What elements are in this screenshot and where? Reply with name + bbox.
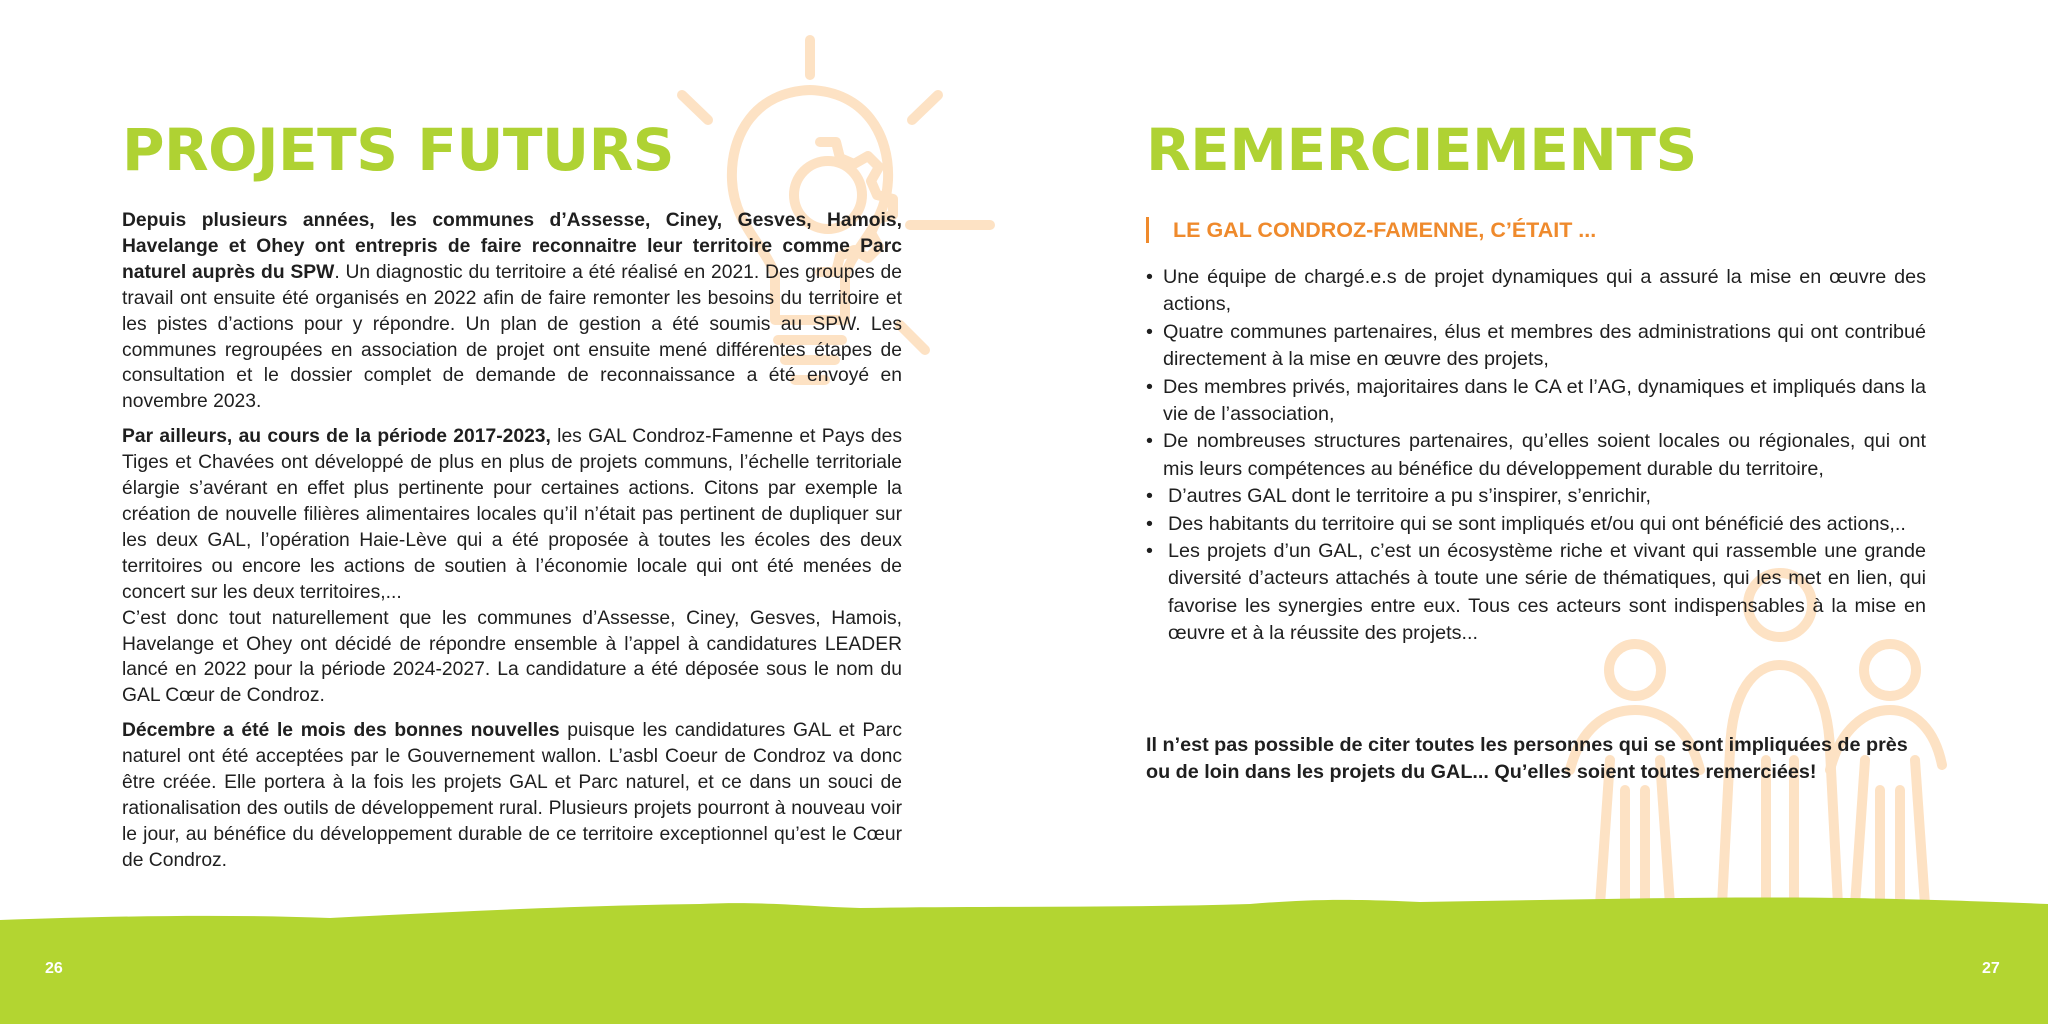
paragraph-2-lead: Par ailleurs, au cours de la période 2017-2023,: [122, 426, 551, 448]
paragraph-3: [122, 606, 902, 710]
remerciements-title: REMERCIEMENTS: [1146, 116, 1697, 184]
paragraph-1-lead: Depuis plusieurs années, les communes d’Assesse, Ciney, Gesves, Hamois, Havelange et Ohey ont entrepris de faire reconnaitre leur territoire comme Parc naturel auprès du SPW: [122, 210, 902, 283]
paragraph-4: [122, 718, 902, 873]
bullet-icon: •: [1146, 430, 1153, 453]
page-number-left: 26: [45, 960, 63, 977]
paragraph-1: [122, 208, 902, 415]
paragraph-4-text: puisque les candidatures GAL et Parc naturel ont été acceptées par le Gouvernement wallon. L’asbl Coeur de Condroz va donc être créée. Elle portera à la fois les projets GAL et Parc naturel, et ce dans un souci de rationalisation des outils de développement rural. Plusieurs projets pourront à nouveau voir le jour, au bénéfice du développement durable de ce territoire exceptionnel qu’est le Cœur de Condroz.: [122, 720, 902, 871]
bullet-icon: •: [1146, 485, 1153, 508]
list-item: • Des habitants du territoire qui se sont impliqués et/ou qui ont bénéficié des actions,..: [1146, 511, 1926, 538]
list-item: • Les projets d’un GAL, c’est un écosystème riche et vivant qui rassemble une grande diversité d’acteurs attachés à toute une série de thématiques, qui les met en lien, qui favorise les synergies entre eux. Tous ces acteurs sont indispensables à la mise en œuvre et à la réussite des projets...: [1146, 540, 1926, 645]
list-item: • De nombreuses structures partenaires, qu’elles soient locales ou régionales, qui ont mis leurs compétences au bénéfice du développement durable du territoire,: [1146, 430, 1926, 480]
page-number-right: 27: [1982, 960, 2000, 977]
paragraph-2: [122, 424, 902, 605]
bullet-icon: •: [1146, 540, 1153, 563]
thanks-list: [1146, 264, 1926, 648]
list-item: • Quatre communes partenaires, élus et membres des administrations qui ont contribué directement à la mise en œuvre des projets,: [1146, 320, 1926, 371]
bullet-icon: •: [1146, 320, 1153, 343]
footer-band: [0, 896, 2048, 1024]
list-item: • Des membres privés, majoritaires dans le CA et l’AG, dynamiques et impliqués dans la vie de l’association,: [1146, 375, 1926, 426]
closing-statement: Il n’est pas possible de citer toutes les personnes qui se sont impliquées de près ou de loin dans les projets du GAL... Qu’elles soient toutes remerciées!: [1146, 734, 1908, 783]
grass-wave-shape: [0, 896, 2048, 1024]
remerciements-subtitle: LE GAL CONDROZ-FAMENNE, C’ÉTAIT ...: [1146, 217, 1596, 243]
list-item: • Une équipe de chargé.e.s de projet dynamiques qui a assuré la mise en œuvre des actions,: [1146, 266, 1926, 316]
paragraph-1-text: . Un diagnostic du territoire a été réalisé en 2021. Des groupes de travail ont ensuite été organisés en 2022 afin de faire remonter les besoins du territoire et les pistes d’actions pour y répondre. Un plan de gestion a été soumis au SPW. Les communes regroupées en association de projet ont ensuite mené différentes étapes de consultation et le dossier complet de demande de reconnaissance a été envoyé en novembre 2023.: [122, 261, 902, 413]
paragraph-2-text: les GAL Condroz-Famenne et Pays des Tiges et Chavées ont développé de plus en plus de projets communs, l’échelle territoriale élargie s’avérant en effet plus pertinente pour certaines actions. Citons par exemple la création de nouvelle filières alimentaires locales qu’il n’était pas pertinent de dupliquer sur les deux GAL, l’opération Haie-Lève qui a été proposée à toutes les écoles des deux territoires ou encore les actions de soutien à l’économie locale qui ont été menées de concert sur les deux territoires,...: [122, 426, 902, 603]
bullet-icon: •: [1146, 512, 1153, 535]
bullet-icon: •: [1146, 375, 1153, 398]
projets-futurs-body: [122, 208, 902, 883]
paragraph-4-lead: Décembre a été le mois des bonnes nouvelles: [122, 720, 560, 742]
projets-futurs-title: PROJETS FUTURS: [122, 116, 675, 184]
list-item: • D’autres GAL dont le territoire a pu s’inspirer, s’enrichir,: [1146, 483, 1926, 510]
bullet-icon: •: [1146, 266, 1153, 288]
paragraph-3-text: C’est donc tout naturellement que les communes d’Assesse, Ciney, Gesves, Hamois, Havelange et Ohey ont décidé de répondre ensemble à l’appel à candidatures LEADER lancé en 2022 pour la période 2024-2027. La candidature a été déposée sous le nom du GAL Cœur de Condroz.: [122, 607, 902, 707]
